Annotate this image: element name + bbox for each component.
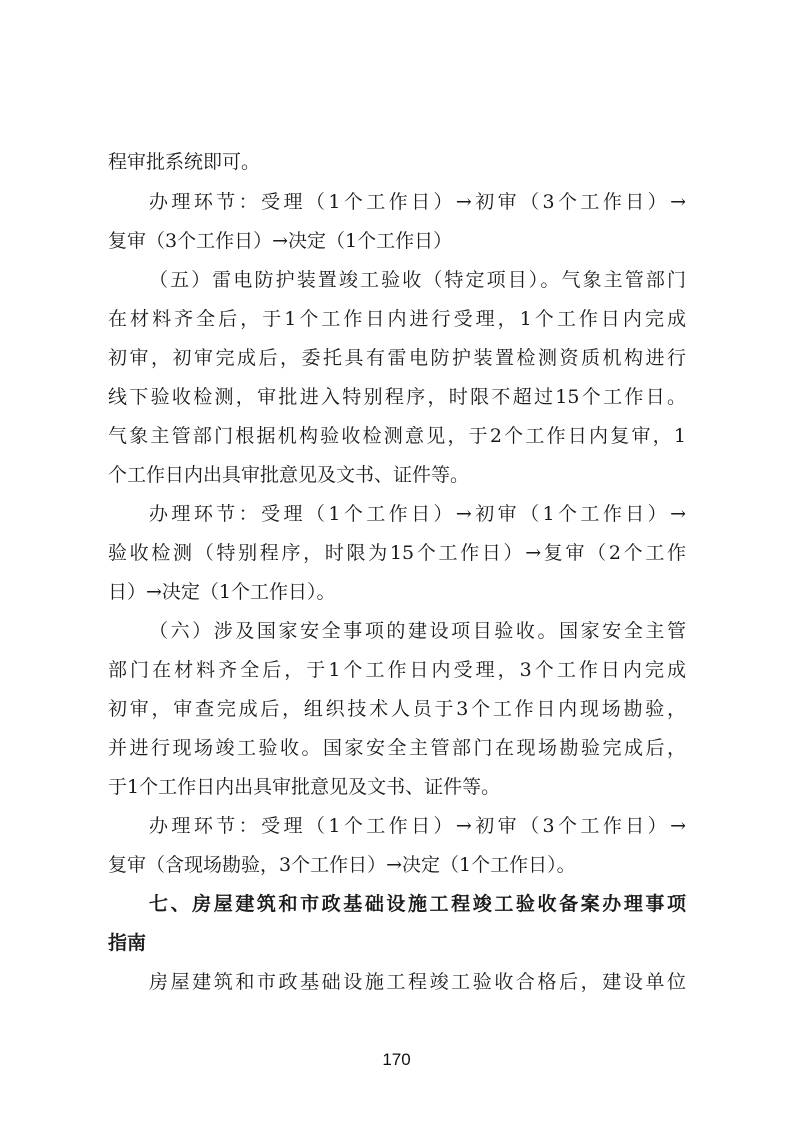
text-line: 办理环节：受理（1个工作日）→初审（1个工作日）→ bbox=[149, 503, 686, 525]
text-line: 初审，审查完成后，组织技术人员于3个工作日内现场勘验， bbox=[108, 698, 686, 720]
chapter-heading: 七、房屋建筑和市政基础设施工程竣工验收备案办理事项 bbox=[149, 893, 686, 915]
text-line: 复审（3个工作日）→决定（1个工作日） bbox=[108, 230, 453, 252]
text-line: 线下验收检测，审批进入特别程序，时限不超过15个工作日。 bbox=[108, 386, 686, 408]
text-line: 复审（含现场勘验，3个工作日）→决定（1个工作日）。 bbox=[108, 854, 576, 876]
text-line: 验收检测（特别程序，时限为15个工作日）→复审（2个工作 bbox=[108, 542, 686, 564]
text-line: 房屋建筑和市政基础设施工程竣工验收合格后，建设单位 bbox=[149, 971, 686, 993]
text-line: 部门在材料齐全后，于1个工作日内受理，3个工作日内完成 bbox=[108, 659, 686, 681]
chapter-heading-continued: 指南 bbox=[108, 932, 147, 954]
text-line: 气象主管部门根据机构验收检测意见，于2个工作日内复审，1 bbox=[108, 425, 686, 447]
text-line: 程审批系统即可。 bbox=[108, 151, 261, 173]
section-heading-6: （六）涉及国家安全事项的建设项目验收。国家安全主管 bbox=[149, 620, 686, 642]
text-line: 于1个工作日内出具审批意见及文书、证件等。 bbox=[108, 776, 501, 798]
page-number: 170 bbox=[382, 1050, 411, 1069]
text-line: 日）→决定（1个工作日）。 bbox=[108, 581, 336, 603]
text-line: 办理环节：受理（1个工作日）→初审（3个工作日）→ bbox=[149, 191, 686, 213]
text-line: 办理环节：受理（1个工作日）→初审（3个工作日）→ bbox=[149, 815, 686, 837]
text-line: 在材料齐全后，于1个工作日内进行受理，1个工作日内完成 bbox=[108, 308, 686, 330]
section-heading-5: （五）雷电防护装置竣工验收（特定项目）。气象主管部门 bbox=[149, 269, 686, 291]
text-line: 并进行现场竣工验收。国家安全主管部门在现场勘验完成后， bbox=[108, 737, 686, 759]
text-line: 个工作日内出具审批意见及文书、证件等。 bbox=[108, 464, 470, 486]
text-line: 初审，初审完成后，委托具有雷电防护装置检测资质机构进行 bbox=[108, 347, 686, 369]
